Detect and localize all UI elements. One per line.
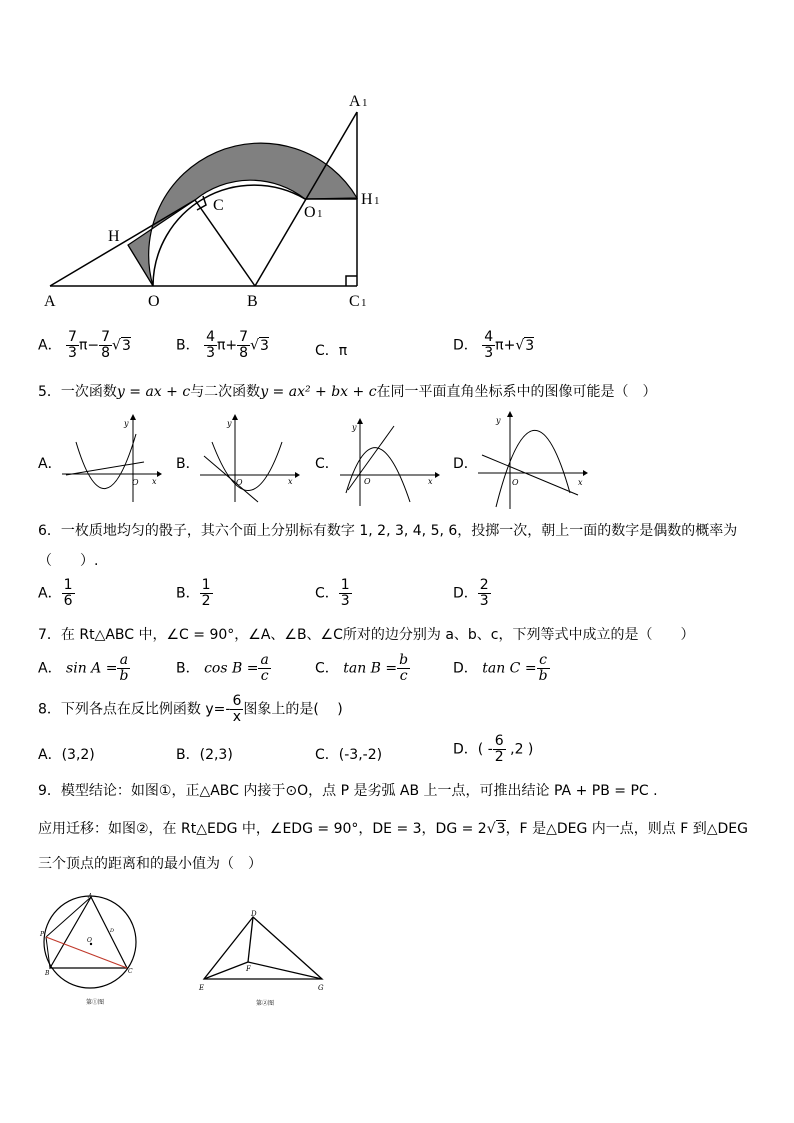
shaded-arc-band [128, 143, 357, 286]
svg-text:1: 1 [362, 97, 368, 109]
svg-text:C: C [128, 968, 133, 975]
q4-option-b[interactable]: B． $\frac{4}{3}$ π+ $\frac{7}{8}$ √3 [176, 329, 269, 361]
svg-text:B: B [45, 970, 50, 977]
svg-text:D: D [251, 910, 257, 918]
q6-stem-line2: （ ）. [38, 553, 99, 569]
q5-option-b-label[interactable]: B． [176, 456, 200, 472]
label-C1: C [349, 293, 360, 310]
svg-text:1: 1 [374, 195, 380, 207]
svg-text:y: y [496, 416, 501, 425]
q8-stem: 8．下列各点在反比例函数 y=- $\frac{6}{x}$ 图象上的是( ) [38, 693, 343, 725]
svg-text:O: O [236, 478, 243, 487]
q6-option-d[interactable]: D． $\frac{2}{3}$ [453, 577, 489, 609]
svg-text:O: O [364, 477, 371, 486]
svg-text:x: x [578, 478, 583, 487]
svg-text:D: D [110, 928, 115, 934]
q5-graph-a [62, 414, 162, 504]
svg-text:x: x [288, 477, 293, 486]
q5-option-a-label[interactable]: A． [38, 456, 62, 472]
svg-text:x: x [428, 477, 433, 486]
label-C: C [213, 197, 224, 214]
svg-text:第②图: 第②图 [256, 1000, 275, 1007]
svg-text:O: O [132, 478, 139, 487]
q7-option-c[interactable]: C． tan B = $\frac{b}{c}$ [315, 652, 409, 684]
q5-graph-c [340, 418, 440, 508]
q5-graph-b [200, 414, 300, 504]
label-H1: H [361, 191, 373, 208]
q5-option-d-label[interactable]: D． [453, 456, 478, 472]
svg-text:1: 1 [317, 208, 323, 220]
svg-text:O: O [512, 478, 519, 487]
label-H: H [108, 228, 120, 245]
q9-line1: 9．模型结论：如图①，正△ABC 内接于⊙O，点 P 是劣弧 AB 上一点，可推出结论 PA + PB = PC . [38, 783, 658, 799]
svg-text:P: P [40, 931, 45, 938]
q7-option-b[interactable]: B． cos B = $\frac{a}{c}$ [176, 652, 269, 684]
q9-figure-2 [196, 908, 336, 1018]
q7-option-a[interactable]: A． sin A = $\frac{a}{b}$ [38, 652, 129, 684]
q9-figure-1 [38, 892, 148, 1012]
svg-text:1: 1 [361, 297, 367, 309]
q6-stem-line1: 6．一枚质地均匀的骰子，其六个面上分别标有数字 1, 2, 3, 4, 5, 6，投掷一次，朝上一面的数字是偶数的概率为 [38, 523, 738, 539]
q7-stem: 7．在 Rt△ABC 中，∠C = 90°，∠A、∠B、∠C所对的边分别为 a、b、c，下列等式中成立的是（ ） [38, 627, 695, 643]
svg-text:第①图: 第①图 [86, 999, 105, 1006]
label-A: A [44, 293, 56, 310]
top-geometry-figure [0, 0, 794, 320]
svg-text:O: O [87, 937, 92, 944]
svg-text:y: y [227, 419, 232, 428]
q4-option-c[interactable]: C．π [315, 343, 348, 359]
q6-option-a[interactable]: A． $\frac{1}{6}$ [38, 577, 73, 609]
svg-text:x: x [152, 477, 157, 486]
q8-option-b[interactable]: B．(2,3) [176, 747, 233, 763]
q5-stem: 5．一次函数y = ax + c与二次函数y = ax² + bx + c在同一平面直角坐标系中的图像可能是（ ） [38, 384, 657, 400]
svg-text:F: F [246, 965, 251, 973]
q5-option-c-label[interactable]: C． [315, 456, 339, 472]
q4-option-d[interactable]: D． $\frac{4}{3}$ π+√3 [453, 329, 535, 361]
svg-text:G: G [318, 984, 324, 992]
label-B: B [247, 293, 258, 310]
q4-option-a[interactable]: A． $\frac{7}{3}$ π− $\frac{7}{8}$ √3 [38, 329, 131, 361]
q5-graph-d [478, 411, 588, 511]
q9-line2: 应用迁移：如图②，在 Rt△EDG 中，∠EDG = 90°，DE = 3，DG = 2√3，F 是△DEG 内一点，则点 F 到△DEG [38, 821, 748, 837]
q6-option-c[interactable]: C． $\frac{1}{3}$ [315, 577, 350, 609]
svg-text:y: y [352, 423, 357, 432]
q9-line3: 三个顶点的距离和的最小值为（ ） [38, 856, 262, 872]
svg-text:A: A [88, 893, 93, 900]
label-A1: A [349, 93, 361, 110]
q8-option-d[interactable]: D．( - $\frac{6}{2}$ ,2 ) [453, 733, 534, 765]
label-O: O [148, 293, 160, 310]
q6-option-b[interactable]: B． $\frac{1}{2}$ [176, 577, 211, 609]
q8-option-c[interactable]: C．(-3,-2) [315, 747, 383, 763]
svg-text:y: y [124, 419, 129, 428]
svg-text:E: E [199, 984, 205, 992]
q8-option-a[interactable]: A．(3,2) [38, 747, 95, 763]
label-O1: O [304, 204, 316, 221]
q7-option-d[interactable]: D． tan C = $\frac{c}{b}$ [453, 652, 548, 684]
